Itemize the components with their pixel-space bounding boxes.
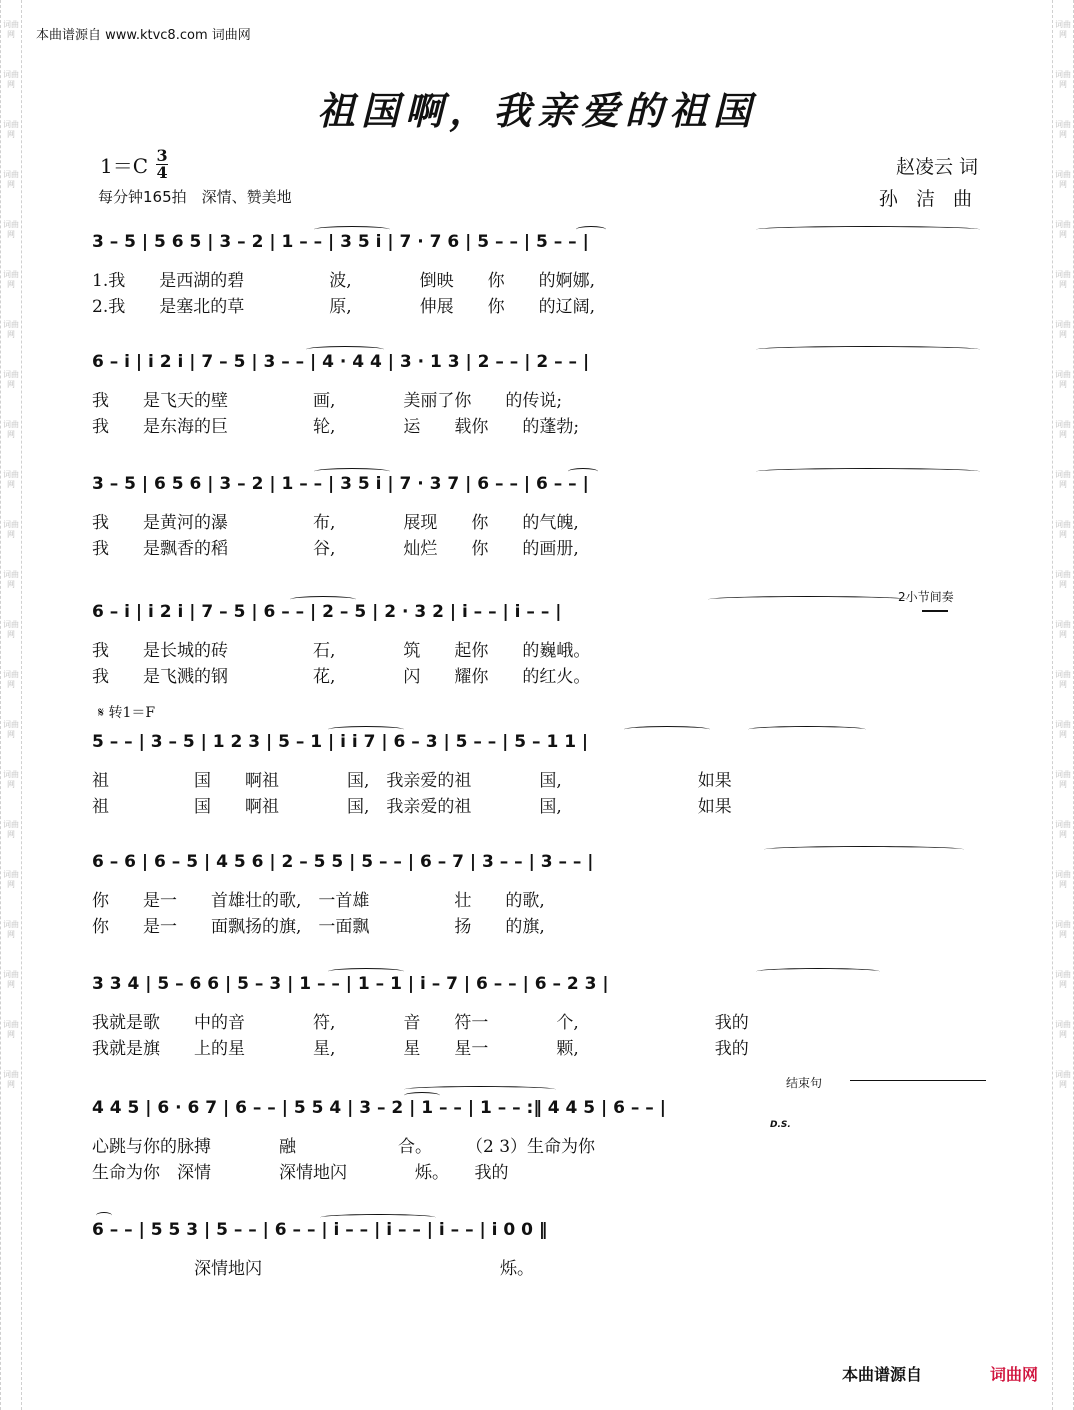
dal-segno-mark: D.S. <box>770 1120 791 1130</box>
ending-section-label: 结束句 <box>786 1076 823 1090</box>
score-line-2 <box>92 352 984 452</box>
lyric-verse-1: 我 是长城的砖 石, 筑 起你 的巍峨。 <box>92 641 591 661</box>
segno-modulation: 𝄋 转1＝F <box>98 705 156 721</box>
lyric-verse-1: 1.我 是西湖的碧 波, 倒映 你 的婀娜, <box>92 271 596 291</box>
lyric-verse-2: 生命为你 深情 深情地闪 烁。 我的 <box>92 1163 509 1183</box>
notation-line: 3 – 5 | 5 6 5 | 3 – 2 | 1 – – | 3 5 i | 7 · 7 6 | 5 – – | 5 – – | <box>92 232 589 252</box>
interlude-note: 2小节间奏 <box>898 590 954 604</box>
lyric-verse-2: 我 是飘香的稻 谷, 灿烂 你 的画册, <box>92 539 579 559</box>
lyric-verse-1: 你 是一 首雄壮的歌, 一首雄 壮 的歌, <box>92 891 545 911</box>
lyricist-credit: 赵凌云 词 <box>895 156 978 178</box>
ending-bracket <box>850 1080 986 1081</box>
lyric-verse-1: 我就是歌 中的音 符, 音 符一 个, 我的 <box>92 1013 749 1033</box>
lyric-verse-2: 我 是东海的巨 轮, 运 载你 的蓬勃; <box>92 417 580 437</box>
lyric-verse-1: 祖 国 啊祖 国, 我亲爱的祖 国, 如果 <box>92 771 732 791</box>
lyric-verse-2: 2.我 是塞北的草 原, 伸展 你 的辽阔, <box>92 297 596 317</box>
score-line-5 <box>92 732 984 832</box>
footer-source: 本曲谱源自 <box>842 1365 923 1384</box>
score-line-1 <box>92 232 984 332</box>
left-watermark-strip: 词曲网 词曲网 词曲网 词曲网 词曲网 词曲网 词曲网 词曲网 词曲网 词曲网 词曲网 词曲网 词曲网 词曲网 词曲网 词曲网 词曲网 词曲网 词曲网 词曲网 词曲网 词曲网 <box>0 0 22 1410</box>
score-line-7 <box>92 974 984 1074</box>
footer-brand[interactable]: 词曲网 <box>990 1365 1039 1384</box>
lyric-verse-1: 心跳与你的脉搏 融 合。 （2 3）生命为你 <box>92 1137 596 1157</box>
notation-line: 3 – 5 | 6 5 6 | 3 – 2 | 1 – – | 3 5 i | 7 · 3 7 | 6 – – | 6 – – | <box>92 474 589 494</box>
meter-top: 3 <box>156 146 168 165</box>
notation-line: 4 4 5 | 6 · 6 7 | 6 – – | 5 5 4 | 3 – 2 | 1 – – | 1 – – :‖ 4 4 5 | 6 – – | <box>92 1098 666 1118</box>
notation-line: 6 – – | 5 5 3 | 5 – – | 6 – – | i – – | i – – | i – – | i 0 0 ‖ <box>92 1220 548 1240</box>
score-line-8 <box>92 1098 984 1198</box>
composer-credit: 孙 洁 曲 <box>878 188 978 210</box>
notation-line: 5 – – | 3 – 5 | 1 2 3 | 5 – 1 | i i 7 | 6 – 3 | 5 – – | 5 – 1 1 | <box>92 732 589 752</box>
key-signature <box>100 148 168 181</box>
score-line-9 <box>92 1220 984 1320</box>
notation-line: 6 – i | i 2 i | 7 – 5 | 3 – – | 4 · 4 4 | 3 · 1 3 | 2 – – | 2 – – | <box>92 352 590 372</box>
tie-mark <box>96 1212 112 1219</box>
time-signature <box>156 148 168 181</box>
song-title: 祖国啊，我亲爱的祖国 <box>316 88 757 133</box>
score-line-6 <box>92 852 984 952</box>
notation-line: 6 – i | i 2 i | 7 – 5 | 6 – – | 2 – 5 | 2 · 3 2 | i – – | i – – | <box>92 602 562 622</box>
tempo-marking: 每分钟165拍 深情、赞美地 <box>98 188 292 206</box>
key-label: 1＝C <box>100 154 149 178</box>
lyric-verse-2: 你 是一 面飘扬的旗, 一面飘 扬 的旗, <box>92 917 545 937</box>
score-line-4 <box>92 602 984 702</box>
lyric-verse-1: 我 是黄河的瀑 布, 展现 你 的气魄, <box>92 513 579 533</box>
score-line-3 <box>92 474 984 574</box>
notation-line: 3 3 4 | 5 – 6 6 | 5 – 3 | 1 – – | 1 – 1 | i – 7 | 6 – – | 6 – 2 3 | <box>92 974 609 994</box>
lyric-verse-1: 我 是飞天的壁 画, 美丽了你 的传说; <box>92 391 563 411</box>
meter-bottom: 4 <box>156 163 168 182</box>
lyric-verse-1: 深情地闪 烁。 <box>92 1259 534 1279</box>
interlude-rest-mark <box>922 610 948 612</box>
notation-line: 6 – 6 | 6 – 5 | 4 5 6 | 2 – 5 5 | 5 – – | 6 – 7 | 3 – – | 3 – – | <box>92 852 594 872</box>
lyric-verse-2: 我 是飞溅的钢 花, 闪 耀你 的红火。 <box>92 667 591 687</box>
lyric-verse-2: 我就是旗 上的星 星, 星 星一 颗, 我的 <box>92 1039 749 1059</box>
lyric-verse-2: 祖 国 啊祖 国, 我亲爱的祖 国, 如果 <box>92 797 732 817</box>
source-header: 本曲谱源自 www.ktvc8.com 词曲网 <box>36 28 251 43</box>
right-watermark-strip: 词曲网 词曲网 词曲网 词曲网 词曲网 词曲网 词曲网 词曲网 词曲网 词曲网 词曲网 词曲网 词曲网 词曲网 词曲网 词曲网 词曲网 词曲网 词曲网 词曲网 词曲网 词曲网 <box>1052 0 1074 1410</box>
